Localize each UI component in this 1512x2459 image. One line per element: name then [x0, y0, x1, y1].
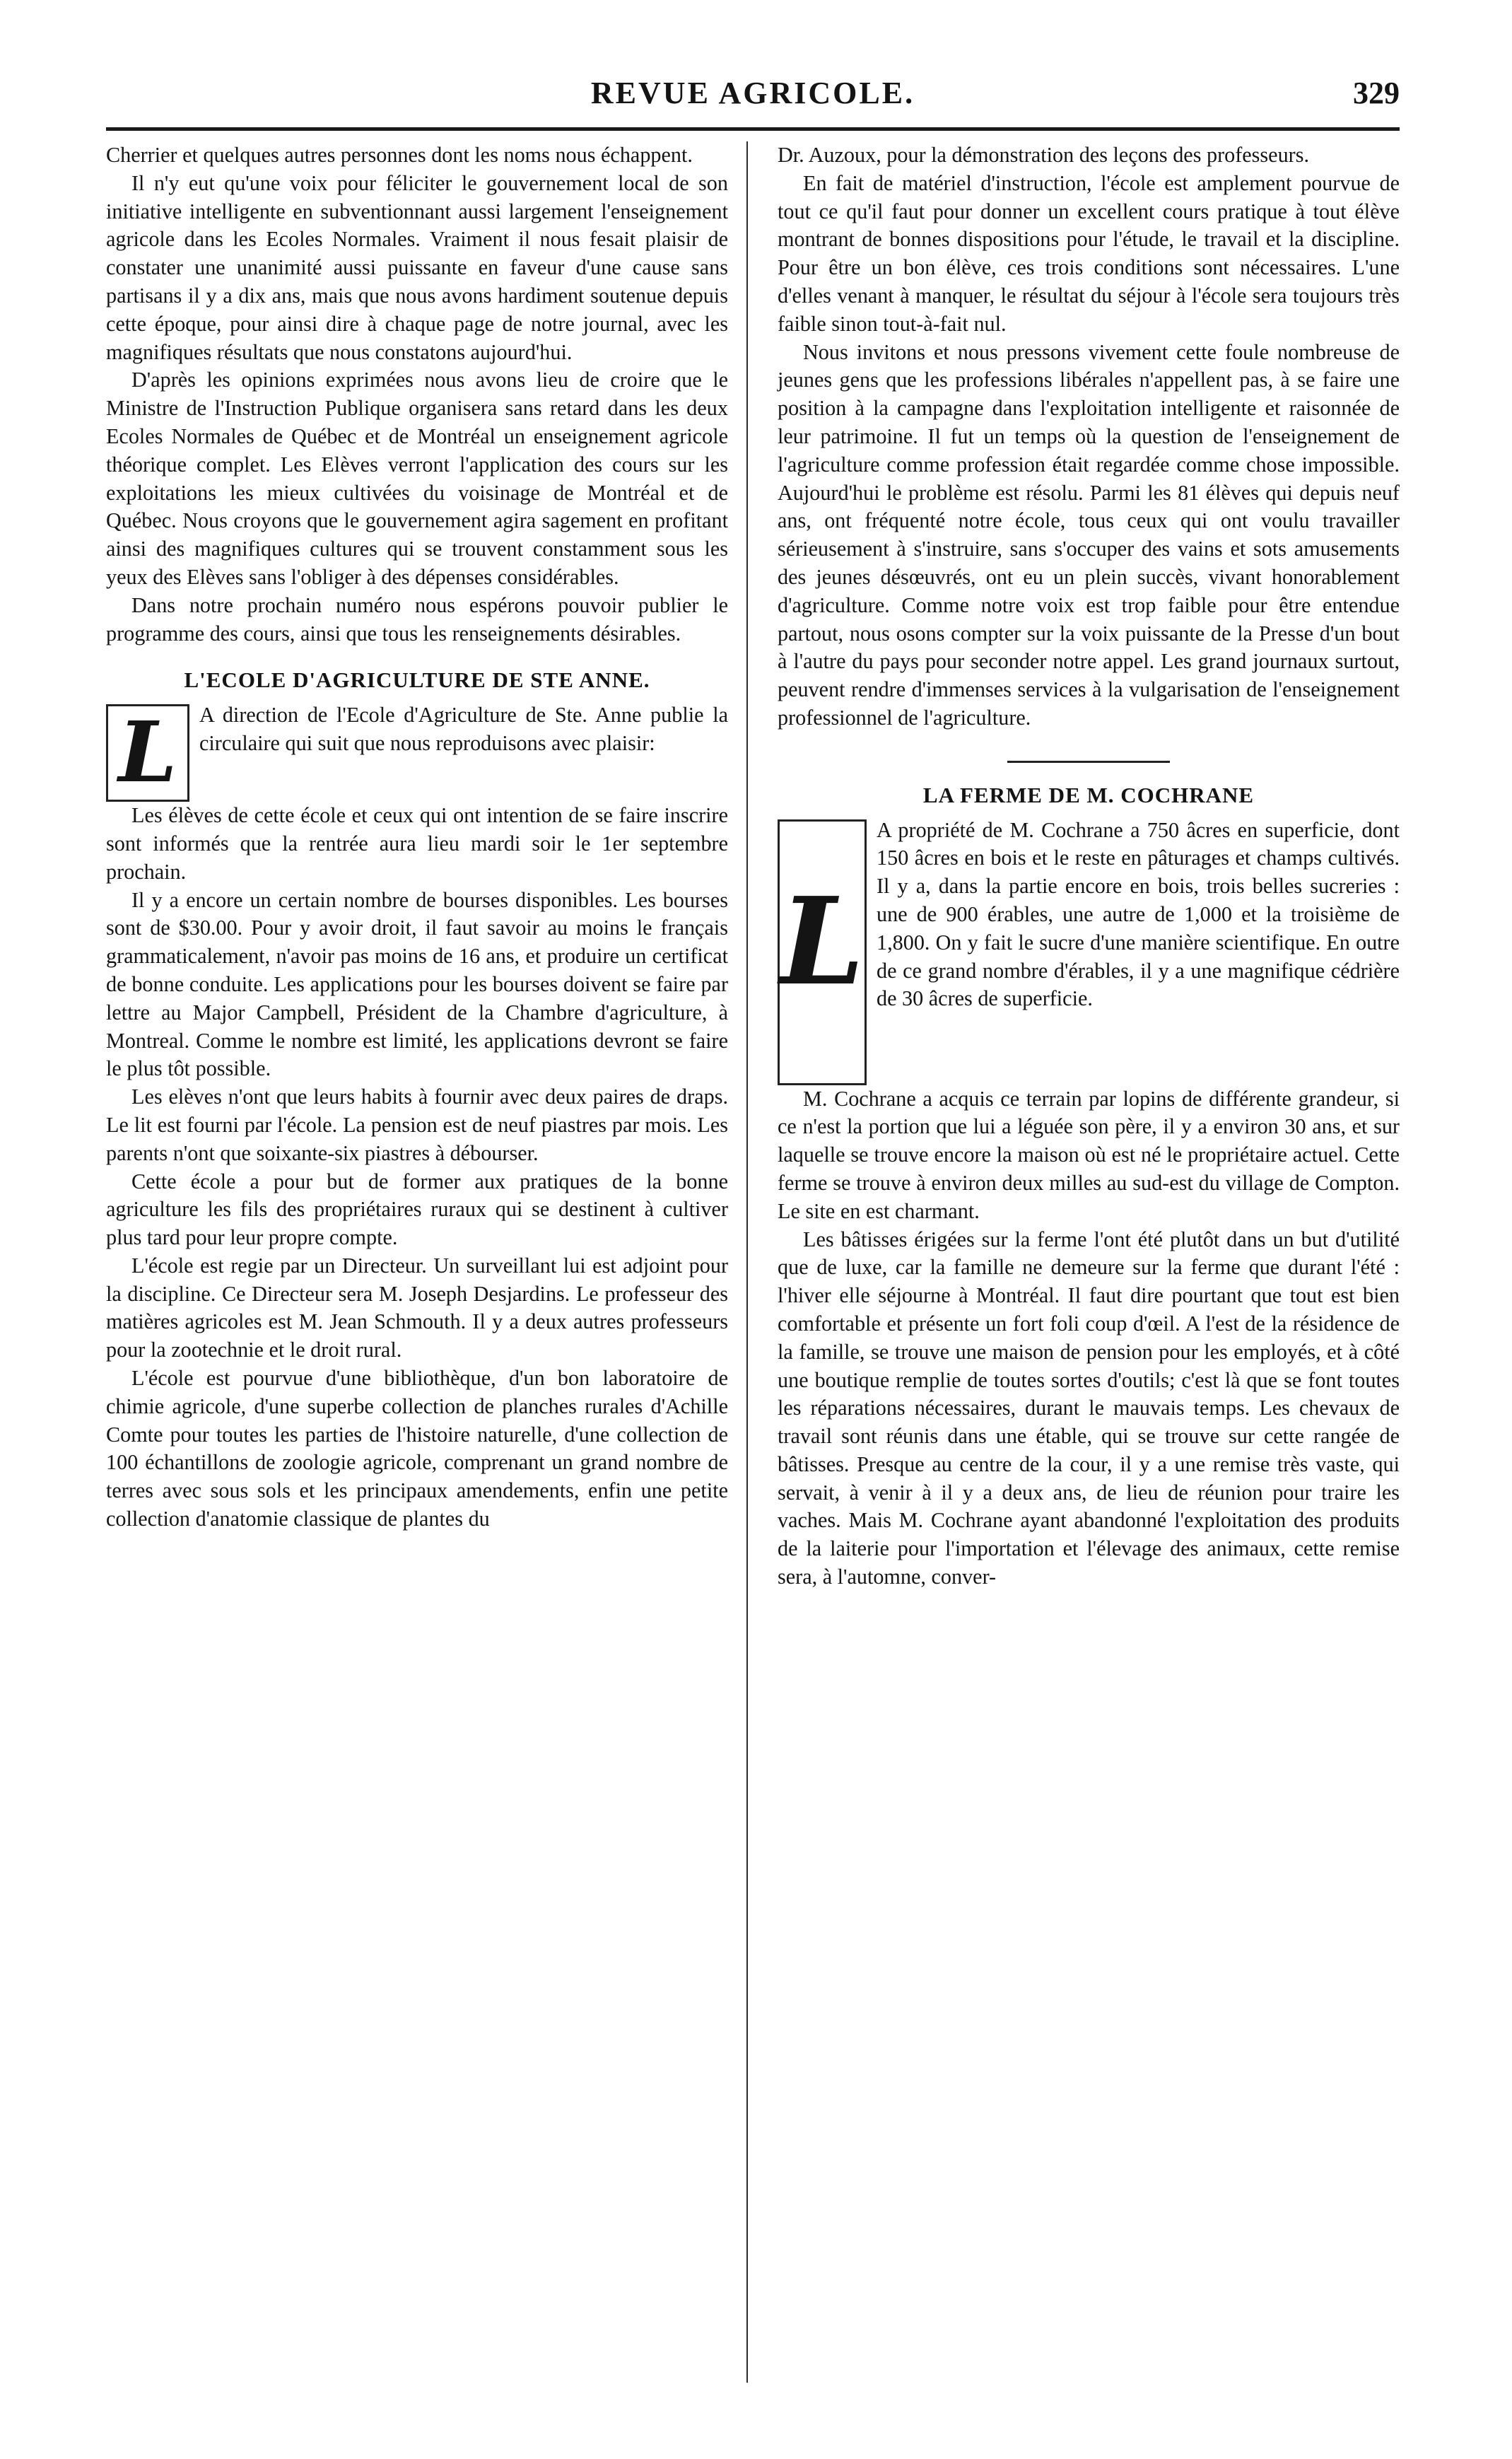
paragraph: Les élèves de cette école et ceux qui ont intention de se faire inscrire sont informés que la rentrée aura lieu mardi soir le 1er septembre prochain. [106, 803, 728, 884]
paragraph: Il n'y eut qu'une voix pour féliciter le gouvernement local de son initiative intelligente en subventionnant aussi largement l'enseignement agricole dans les Ecoles Normales. Vraiment il nous fesait plaisir de constater une unanimité aussi puissante en faveur d'une cause sans partisans il y a dix ans, mais que nous avons hardiment soutenue depuis cette époque, pour ainsi dire à chaque page de notre journal, avec les magnifiques résultats que nous constatons aujourd'hui. [106, 170, 728, 364]
running-title: REVUE AGRICOLE. [590, 76, 915, 110]
paragraph: Les bâtisses érigées sur la ferme l'ont été plutôt dans un but d'utilité que de luxe, car la famille ne demeure sur la ferme que durant l'été : l'hiver elle séjourne à Montréal. Il faut dire pourtant que tout est bien comfortable et présente un fort foli coup d'œil. A l'est de la résidence de la famille, se trouve une maison de pension pour les employés, et à côté une boutique remplie de toutes sortes d'outils; c'est là que se font toutes les réparations nécessaires, durant le mauvais temps. Les chevaux de travail sont réunis dans une étable, qui se trouve sur cette rangée de bâtisses. Presque au centre de la cour, il y a une remise très vaste, qui servait, à venir à il y a deux ans, de lieu de réunion pour traire les vaches. Mais M. Cochrane ayant abandonné l'exploitation des produits de la laiterie pour l'importation et l'élevage des animaux, cette remise sera, à l'automne, conver- [778, 1227, 1400, 1589]
left-column [106, 141, 728, 1591]
paragraph: Dans notre prochain numéro nous espérons pouvoir publier le programme des cours, ainsi que tous les renseignements désirables. [106, 592, 728, 646]
page [106, 71, 1400, 2404]
section-title-ferme-cochrane: LA FERME DE M. COCHRANE [922, 782, 1255, 807]
right-column [778, 141, 1400, 1591]
page-number: 329 [1353, 76, 1400, 110]
section-separator-rule [1007, 761, 1170, 763]
page-header [106, 71, 1400, 131]
paragraph: Cherrier et quelques autres personnes dont les noms nous échappent. [106, 143, 693, 167]
paragraph: Nous invitons et nous pressons vivement cette foule nombreuse de jeunes gens que les professions libérales n'appellent pas, à se faire une position à la campagne dans l'exploitation intelligente et raisonnée de leur patrimoine. Il fut un temps où la question de l'enseignement de l'agriculture comme profession était regardée comme chose impossible. Aujourd'hui le problème est résolu. Parmi les 81 élèves qui depuis neuf ans, ont fréquenté notre école, tous ceux qui ont voulu travailler sérieusement à s'instruire, sans s'occuper des vains et sots amusements des jeunes désœuvrés, ont eu un plein succès, vivant honorablement d'agriculture. Comme notre voix est trop faible pour être entendue partout, nous osons compter sur la voix puissante de la Presse d'un bout à l'autre du pays pour seconder notre appel. Les grand journaux surtout, peuvent rendre d'immenses services à la vulgarisation de l'enseignement professionnel de l'agriculture. [778, 339, 1400, 730]
paragraph: En fait de matériel d'instruction, l'école est amplement pourvue de tout ce qu'il faut pour donner un excellent cours pratique à tout élève montrant de bonnes dispositions pour l'étude, le travail et la discipline. Pour être un bon élève, ces trois conditions sont nécessaires. L'une d'elles venant à manquer, le résultat du séjour à l'école sera toujours très faible sinon tout-à-fait nul. [778, 170, 1400, 336]
paragraph: Les elèves n'ont que leurs habits à fournir avec deux paires de draps. Le lit est fourni par l'école. La pension est de neuf piastres par mois. Les parents n'ont que soixante-six piastres à débourser. [106, 1085, 728, 1165]
paragraph: A direction de l'Ecole d'Agriculture de Ste. Anne publie la circulaire qui suit que nous reproduisons avec plaisir: [199, 703, 728, 755]
paragraph: D'après les opinions exprimées nous avons lieu de croire que le Ministre de l'Instruction Publique organisera sans retard dans les deux Ecoles Normales de Québec et de Montréal un enseignement agricole théorique complet. Les Elèves verront l'application des cours sur les exploitations les mieux cultivées du voisinage de Montréal et de Québec. Nous croyons que le gouvernement agira sagement en profitant ainsi des magnifiques cultures qui se trouvent constamment sous les yeux des Elèves sans l'obliger à des dépenses considérables. [106, 368, 728, 589]
paragraph: Il y a encore un certain nombre de bourses disponibles. Les bourses sont de $30.00. Pour y avoir droit, il faut savoir au moins le français grammaticalement, n'avoir pas moins de 16 ans, et produire un certificat de bonne conduite. Les applications pour les bourses doivent se faire par lettre au Major Campbell, Président de la Chambre d'agriculture, à Montreal. Comme le nombre est limité, les applications devront se faire le plus tôt possible. [106, 887, 728, 1081]
paragraph: A propriété de M. Cochrane a 750 âcres en superficie, dont 150 âcres en bois et le reste en pâturages et champs cultivés. Il y a, dans la partie encore en bois, trois belles sucreries : une de 900 érables, une autre de 1,000 et la troisième de 1,800. On y fait le sucre d'une manière scientifique. En outre de ce grand nombre d'érables, il y a une magnifique cédrière de 30 âcres de superficie. [877, 817, 1400, 1011]
paragraph: L'école est regie par un Directeur. Un surveillant lui est adjoint pour la discipline. Ce Directeur sera M. Joseph Desjardins. Le professeur des matières agricoles est M. Jean Schmouth. Il y a deux autres professeurs pour la zootechnie et le droit rural. [106, 1253, 728, 1362]
paragraph: Dr. Auzoux, pour la démonstration des leçons des professeurs. [778, 143, 1310, 167]
section-title-ecole-ste-anne: L'ECOLE D'AGRICULTURE DE STE ANNE. [184, 667, 650, 693]
ornamental-dropcap: L [106, 704, 189, 802]
paragraph: L'école est pourvue d'une bibliothèque, d'un bon laboratoire de chimie agricole, d'une superbe collection de planches rurales d'Achille Comte pour toutes les parties de l'histoire naturelle, d'une collection de 100 échantillons de zoologie agricole, comprenant un grand nombre de terres avec sous sols et les principaux amendements, enfin une petite collection d'anatomie classique de plantes du [106, 1366, 728, 1531]
ornamental-dropcap: L [778, 819, 867, 1085]
two-column-body [106, 141, 1400, 1591]
paragraph: Cette école a pour but de former aux pratiques de la bonne agriculture les fils des propriétaires ruraux qui se destinent à cultiver plus tard pour leur propre compte. [106, 1169, 728, 1250]
paragraph: M. Cochrane a acquis ce terrain par lopins de différente grandeur, si ce n'est la portion que lui a léguée son père, il y a environ 30 ans, et sur laquelle se trouve encore la maison où est né le propriétaire actuel. Cette ferme se trouve à environ deux milles au sud-est du village de Compton. Le site en est charmant. [778, 1086, 1400, 1223]
column-divider [746, 141, 748, 2383]
